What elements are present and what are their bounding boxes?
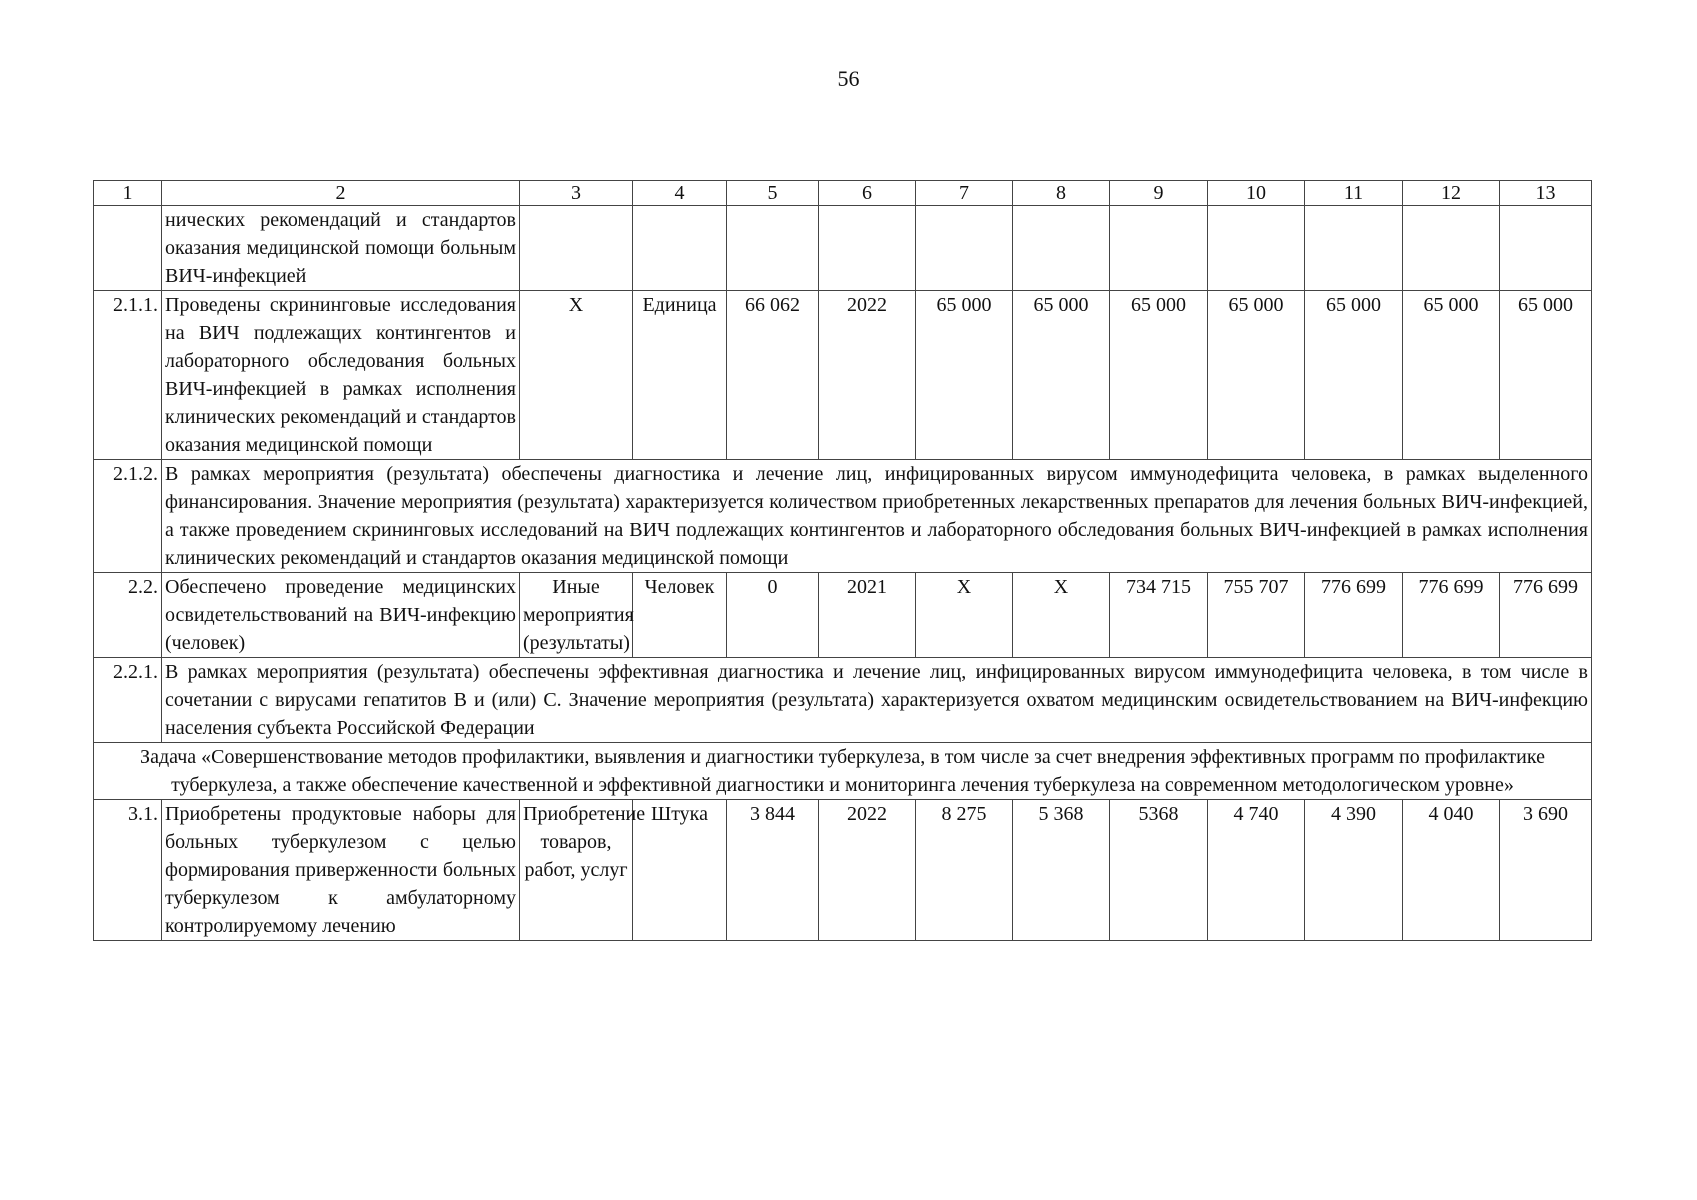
row-number: 3.1. (94, 800, 162, 941)
base-value: 0 (727, 573, 819, 658)
value-col-10: 65 000 (1208, 291, 1305, 460)
row-type: X (520, 291, 633, 460)
row-description: Приобретены продуктовые наборы для больных туберкулезом с целью формирования приверженности больных туберкулезом к амбулаторному контролируемому лечению (162, 800, 520, 941)
value-col-11: 776 699 (1305, 573, 1403, 658)
column-header: 12 (1403, 181, 1500, 206)
base-value: 66 062 (727, 291, 819, 460)
task-row (94, 743, 1592, 800)
column-header: 5 (727, 181, 819, 206)
value-col-12: 776 699 (1403, 573, 1500, 658)
row-unit: Единица (633, 291, 727, 460)
value-col-13: 3 690 (1500, 800, 1592, 941)
column-header: 7 (916, 181, 1013, 206)
row-number: 2.2.1. (94, 658, 162, 743)
column-header: 8 (1013, 181, 1110, 206)
row-number: 2.1.1. (94, 291, 162, 460)
row-number: 2.2. (94, 573, 162, 658)
column-header: 4 (633, 181, 727, 206)
value-col-9: 734 715 (1110, 573, 1208, 658)
table-row-continuation (94, 206, 1592, 291)
table-row-2-1-1 (94, 291, 1592, 460)
value-col-9: 65 000 (1110, 291, 1208, 460)
row-description: Обеспечено проведение медицинских освидетельствований на ВИЧ-инфекцию (человек) (162, 573, 520, 658)
task-title: Задача «Совершенствование методов профилактики, выявления и диагностики туберкулеза, в том числе за счет внедрения эффективных программ по профилактике туберкулеза, а также обеспечение качественной и эффективной диагностики и мониторинга лечения туберкулеза на современном методологическом уровне» (94, 743, 1592, 800)
table-row-2-2 (94, 573, 1592, 658)
value-col-7: 8 275 (916, 800, 1013, 941)
value-col-11: 4 390 (1305, 800, 1403, 941)
row-description: В рамках мероприятия (результата) обеспечены диагностика и лечение лиц, инфицированных вирусом иммунодефицита человека, в рамках выделенного финансирования. Значение мероприятия (результата) характеризуется количеством приобретенных лекарственных препаратов для лечения больных ВИЧ-инфекцией, а также проведением скрининговых исследований на ВИЧ подлежащих контингентов и лабораторного обследования больных ВИЧ-инфекцией в рамках исполнения клинических рекомендаций и стандартов оказания медицинской помощи (162, 460, 1592, 573)
page-number: 56 (837, 66, 860, 91)
column-header: 11 (1305, 181, 1403, 206)
column-header: 6 (819, 181, 916, 206)
column-header: 9 (1110, 181, 1208, 206)
value-col-12: 4 040 (1403, 800, 1500, 941)
column-header: 10 (1208, 181, 1305, 206)
table-row-2-1-2 (94, 460, 1592, 573)
value-col-7: X (916, 573, 1013, 658)
column-header: 3 (520, 181, 633, 206)
value-col-13: 65 000 (1500, 291, 1592, 460)
row-description: Проведены скрининговые исследования на ВИЧ подлежащих контингентов и лабораторного обследования больных ВИЧ-инфекцией в рамках исполнения клинических рекомендаций и стандартов оказания медицинской помощи (162, 291, 520, 460)
base-year: 2022 (819, 291, 916, 460)
value-col-10: 755 707 (1208, 573, 1305, 658)
value-col-12: 65 000 (1403, 291, 1500, 460)
row-number: 2.1.2. (94, 460, 162, 573)
column-number-row (94, 181, 1592, 206)
table-row-2-2-1 (94, 658, 1592, 743)
value-col-8: 5 368 (1013, 800, 1110, 941)
column-header: 2 (162, 181, 520, 206)
value-col-9: 5368 (1110, 800, 1208, 941)
table-row-3-1 (94, 800, 1592, 941)
value-col-8: X (1013, 573, 1110, 658)
column-header: 1 (94, 181, 162, 206)
column-header: 13 (1500, 181, 1592, 206)
base-year: 2021 (819, 573, 916, 658)
value-col-7: 65 000 (916, 291, 1013, 460)
value-col-11: 65 000 (1305, 291, 1403, 460)
value-col-8: 65 000 (1013, 291, 1110, 460)
row-unit: Штука (633, 800, 727, 941)
row-description: В рамках мероприятия (результата) обеспечены эффективная диагностика и лечение лиц, инфицированных вирусом иммунодефицита человека, в том числе в сочетании с вирусами гепатитов B и (или) C. Значение мероприятия (результата) характеризуется охватом медицинским освидетельствованием на ВИЧ-инфекцию населения субъекта Российской Федерации (162, 658, 1592, 743)
row-type: Иные мероприятия (результаты) (520, 573, 633, 658)
row-type: Приобретение товаров, работ, услуг (520, 800, 633, 941)
value-col-10: 4 740 (1208, 800, 1305, 941)
base-value: 3 844 (727, 800, 819, 941)
value-col-13: 776 699 (1500, 573, 1592, 658)
row-description: нических рекомендаций и стандартов оказания медицинской помощи больным ВИЧ-инфекцией (162, 206, 520, 291)
row-unit: Человек (633, 573, 727, 658)
indicators-table (93, 180, 1592, 941)
base-year: 2022 (819, 800, 916, 941)
